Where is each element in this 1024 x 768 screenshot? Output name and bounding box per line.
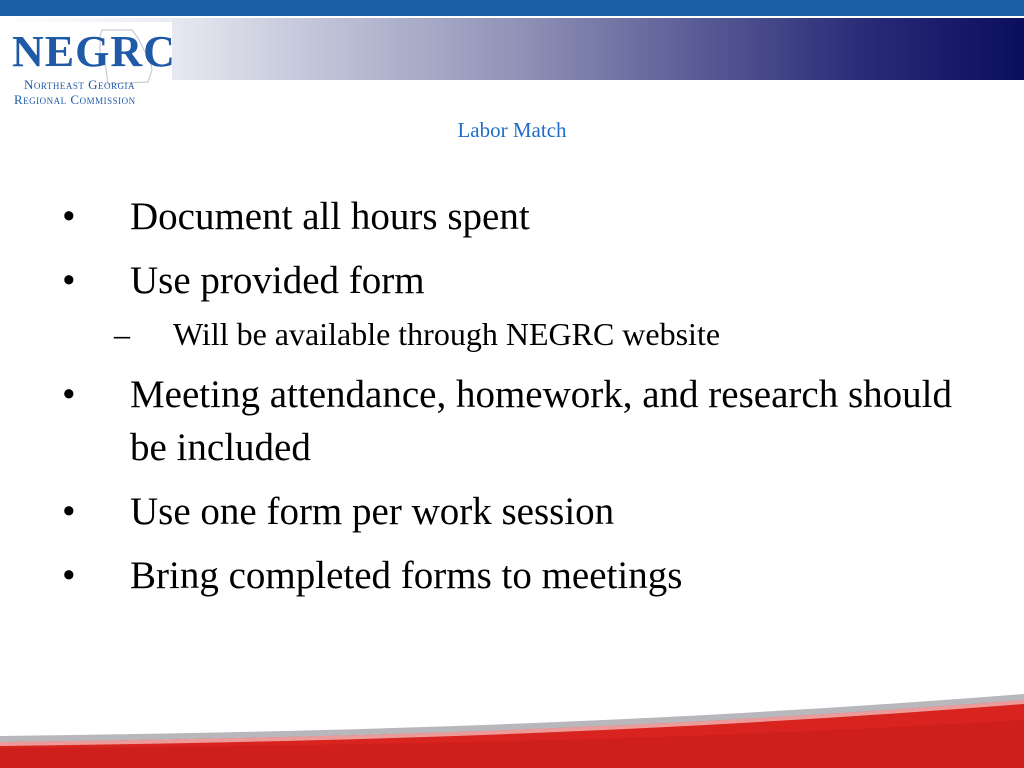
top-blue-rule (0, 0, 1024, 16)
bullet-item (60, 485, 960, 538)
bullet-item (60, 254, 960, 307)
bullet-marker: • (62, 490, 76, 533)
slide-title: Labor Match (457, 118, 567, 142)
dash-marker: – (114, 316, 130, 352)
logo-line-2: Regional Commission (14, 92, 136, 107)
red-swoosh-decoration (0, 690, 1024, 768)
bullet-text: Meeting attendance, homework, and research should be included (130, 373, 952, 469)
bullet-marker: • (62, 259, 76, 302)
bullet-marker: • (62, 195, 76, 238)
negrc-logo (8, 22, 176, 107)
bullet-text: Document all hours spent (130, 195, 530, 238)
bullet-item (60, 190, 960, 243)
bullet-text: Use one form per work session (130, 490, 615, 533)
bullet-text: Will be available through NEGRC website (173, 316, 721, 352)
logo-abbreviation: NEGRC (12, 27, 176, 76)
bullet-marker: • (62, 554, 76, 597)
bullet-marker: • (62, 373, 76, 416)
logo-line-1: Northeast Georgia (24, 77, 135, 92)
bullet-text: Use provided form (130, 259, 425, 302)
bullet-item (60, 549, 960, 602)
bullet-text: Bring completed forms to meetings (130, 554, 683, 597)
bullet-item (60, 368, 960, 474)
sub-bullet-item (60, 314, 960, 354)
bullet-list (60, 190, 960, 613)
